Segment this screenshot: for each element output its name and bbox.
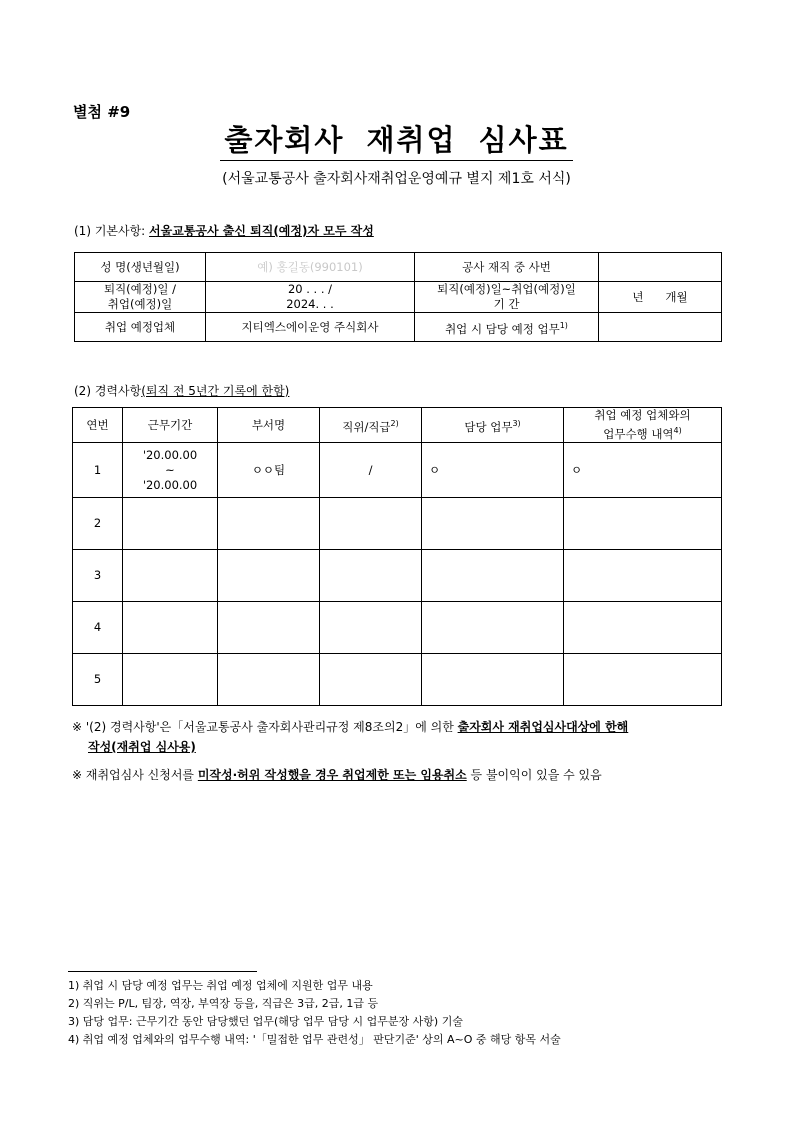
row-no: 1 xyxy=(73,443,123,498)
row-dept[interactable] xyxy=(218,550,320,602)
period-label xyxy=(415,282,599,313)
note-career-scope xyxy=(72,717,732,757)
row-history[interactable] xyxy=(564,498,722,550)
row-no: 3 xyxy=(73,550,123,602)
page-subtitle: (서울교통공사 출자회사재취업운영예규 별지 제1호 서식) xyxy=(222,171,571,187)
retire-label-line1: 퇴직(예정)일 / xyxy=(103,282,177,296)
table-row xyxy=(75,282,722,313)
table-row xyxy=(73,443,722,498)
row-period[interactable] xyxy=(123,550,218,602)
emp-no-label: 공사 재직 중 사번 xyxy=(415,253,599,282)
col-history xyxy=(564,408,722,443)
period-value[interactable]: 년 개월 xyxy=(599,282,722,313)
col-period: 근무기간 xyxy=(123,408,218,443)
row-duty[interactable] xyxy=(422,498,564,550)
col-history-line2-wrap xyxy=(564,423,721,442)
col-position-text: 직위/직급 xyxy=(342,419,391,434)
table-row xyxy=(73,498,722,550)
note1-line2 xyxy=(72,737,732,757)
attachment-label: 별첨 #9 xyxy=(73,103,131,121)
col-duty xyxy=(422,408,564,443)
row-position[interactable] xyxy=(320,498,422,550)
table-row xyxy=(73,602,722,654)
note1-text-c: 작성(재취업 심사용) xyxy=(88,740,196,754)
note2-text-a: ※ 재취업심사 신청서를 xyxy=(72,768,198,782)
row-period-end: '20.00.00 xyxy=(142,477,198,492)
row-history[interactable] xyxy=(564,654,722,706)
col-no: 연번 xyxy=(73,408,123,443)
row-position[interactable] xyxy=(320,602,422,654)
col-history-line1: 취업 예정 업체와의 xyxy=(594,408,691,423)
retire-value-line2: 2024. . . xyxy=(286,297,334,311)
row-dept[interactable] xyxy=(218,498,320,550)
row-period-sep: ~ xyxy=(165,462,175,477)
row-position[interactable]: / xyxy=(320,443,422,498)
row-no: 2 xyxy=(73,498,123,550)
career-table xyxy=(72,407,722,706)
name-label: 성 명(생년월일) xyxy=(75,253,206,282)
row-position[interactable] xyxy=(320,550,422,602)
note-penalty xyxy=(72,765,732,785)
section-basic-label: (1) 기본사항: xyxy=(74,224,150,238)
row-history[interactable] xyxy=(564,550,722,602)
page-title: 출자회사 재취업 심사표 xyxy=(220,122,572,161)
section-basic-emphasis: 서울교통공사 출신 퇴직(예정)자 모두 작성 xyxy=(149,224,374,238)
emp-no-value[interactable] xyxy=(599,253,722,282)
footnote-item: 3) 담당 업무: 근무기간 동안 담당했던 업무(해당 업무 담당 시 업무분장 사항) 기술 xyxy=(68,1015,463,1028)
col-position xyxy=(320,408,422,443)
note1-line1 xyxy=(72,717,732,737)
name-value[interactable]: 예) 홍길동(990101) xyxy=(206,253,415,282)
note1-text-b: 출자회사 재취업심사대상에 한해 xyxy=(457,720,629,734)
col-position-footnote: 2) xyxy=(390,418,399,428)
footnote-item: 4) 취업 예정 업체와의 업무수행 내역: '「밀접한 업무 관련성」 판단기준' 상의 A~O 중 해당 항목 서술 xyxy=(68,1033,561,1046)
company-label: 취업 예정업체 xyxy=(75,313,206,342)
note1-text-a: ※ '(2) 경력사항'은「서울교통공사 출자회사관리규정 제8조의2」에 의한 xyxy=(72,720,458,734)
section-career-heading xyxy=(74,382,289,399)
section-career-label: (2) 경력사항 xyxy=(74,384,142,398)
row-period-start: '20.00.00 xyxy=(142,447,198,462)
row-dept[interactable]: ㅇㅇ팀 xyxy=(218,443,320,498)
note2-text-b: 미작성·허위 작성했을 경우 취업제한 또는 임용취소 xyxy=(197,768,467,782)
retire-label-line2: 취업(예정)일 xyxy=(107,297,173,311)
col-history-footnote: 4) xyxy=(673,426,682,436)
row-period[interactable] xyxy=(123,443,218,498)
row-history[interactable] xyxy=(564,602,722,654)
row-duty[interactable] xyxy=(422,550,564,602)
col-duty-text: 담당 업무 xyxy=(464,419,513,434)
col-dept: 부서명 xyxy=(218,408,320,443)
section-basic-heading xyxy=(74,222,374,239)
row-period[interactable] xyxy=(123,654,218,706)
row-duty[interactable] xyxy=(422,602,564,654)
table-row xyxy=(75,313,722,342)
row-dept[interactable] xyxy=(218,654,320,706)
row-dept[interactable] xyxy=(218,602,320,654)
table-row xyxy=(73,550,722,602)
row-period[interactable] xyxy=(123,602,218,654)
duty-label-footnote: 1) xyxy=(559,320,568,330)
table-row xyxy=(75,253,722,282)
retire-value[interactable] xyxy=(206,282,415,313)
row-history[interactable]: ㅇ xyxy=(564,443,722,498)
footnote-item: 2) 직위는 P/L, 팀장, 역장, 부역장 등을, 직급은 3급, 2급, 1급 등 xyxy=(68,997,379,1010)
footnote-item: 1) 취업 시 담당 예정 업무는 취업 예정 업체에 지원한 업무 내용 xyxy=(68,979,373,992)
col-history-line2: 업무수행 내역 xyxy=(603,426,674,441)
period-label-line1: 퇴직(예정)일~취업(예정)일 xyxy=(437,282,576,296)
page-title-wrap xyxy=(0,122,793,161)
company-value[interactable]: 지티엑스에이운영 주식회사 xyxy=(206,313,415,342)
row-no: 4 xyxy=(73,602,123,654)
duty-label xyxy=(415,313,599,342)
section-career-emphasis: (퇴직 전 5년간 기록에 한함) xyxy=(141,384,290,398)
retire-value-line1: 20 . . . / xyxy=(287,282,333,296)
duty-value[interactable] xyxy=(599,313,722,342)
retire-label xyxy=(75,282,206,313)
note2-text-c: 등 불이익이 있을 수 있음 xyxy=(466,768,602,782)
row-position[interactable] xyxy=(320,654,422,706)
footnotes xyxy=(68,977,561,1049)
table-header-row xyxy=(73,408,722,443)
row-no: 5 xyxy=(73,654,123,706)
basic-info-table xyxy=(74,252,722,342)
period-label-line2: 기 간 xyxy=(493,297,520,311)
col-duty-footnote: 3) xyxy=(512,418,521,428)
row-period[interactable] xyxy=(123,498,218,550)
footnote-divider xyxy=(68,971,257,972)
row-duty[interactable] xyxy=(422,654,564,706)
row-duty[interactable]: ㅇ xyxy=(422,443,564,498)
table-row xyxy=(73,654,722,706)
duty-label-text: 취업 시 담당 예정 업무 xyxy=(445,321,560,336)
